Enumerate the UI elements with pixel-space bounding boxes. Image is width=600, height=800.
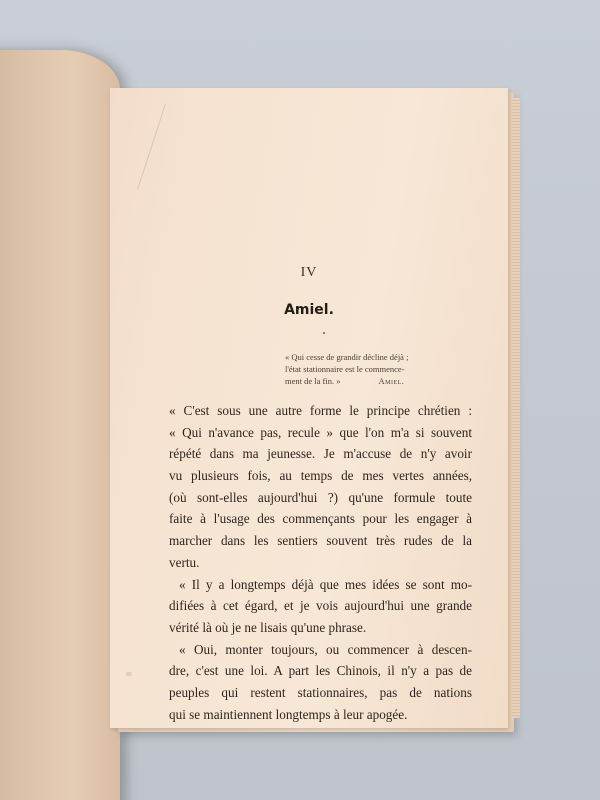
text-line: « C'est sous une autre forme le principe chrétien : xyxy=(169,403,472,418)
epigraph-line: « Qui cesse de grandir décline déjà ; xyxy=(285,352,409,362)
text-line: marcher dans les sentiers souvent très rudes de la xyxy=(169,533,472,549)
text-line: vertu. xyxy=(169,554,200,570)
title-ornament-dot xyxy=(323,332,325,334)
body-text xyxy=(169,400,472,725)
epigraph-author: Amiel. xyxy=(378,376,405,386)
text-line: qui se maintiennent longtemps à leur apogée. xyxy=(169,706,408,722)
epigraph xyxy=(285,351,485,387)
text-line: faite à l'usage des commençants pour les engager à xyxy=(169,511,472,527)
epigraph-line-end: ment de la fin. » xyxy=(285,376,341,386)
chapter-number: IV xyxy=(300,265,318,280)
page-crease xyxy=(137,104,204,202)
text-line: « Il y a longtemps déjà que mes idées se sont mo- xyxy=(179,576,472,592)
left-page-blurred xyxy=(0,50,120,800)
paper-blemish xyxy=(126,672,132,676)
text-line: peuples qui restent stationnaires, pas de nations xyxy=(169,684,472,700)
epigraph-line: l'état stationnaire est le commence- xyxy=(285,364,405,374)
text-line: (où sont-elles aujourd'hui ?) qu'une formule toute xyxy=(169,489,472,505)
epigraph-line xyxy=(285,375,485,387)
text-line: vu plusieurs fois, au temps de mes vertes années, xyxy=(169,468,472,484)
text-line: vérité là où je ne lisais qu'une phrase. xyxy=(169,619,367,635)
text-line: dre, c'est une loi. A part les Chinois, il n'y a pas de xyxy=(169,663,472,679)
text-line: répété dans ma jeunesse. Je m'accuse de n'y avoir xyxy=(169,446,472,462)
chapter-title: Amiel. xyxy=(284,302,334,318)
text-line: difiées à cet égard, et je vois aujourd'hui une grande xyxy=(169,598,472,614)
text-line: « Oui, monter toujours, ou commencer à descen- xyxy=(179,641,472,657)
book-page xyxy=(110,88,508,728)
text-line: « Qui n'avance pas, recule » que l'on m'a si souvent xyxy=(169,424,472,440)
